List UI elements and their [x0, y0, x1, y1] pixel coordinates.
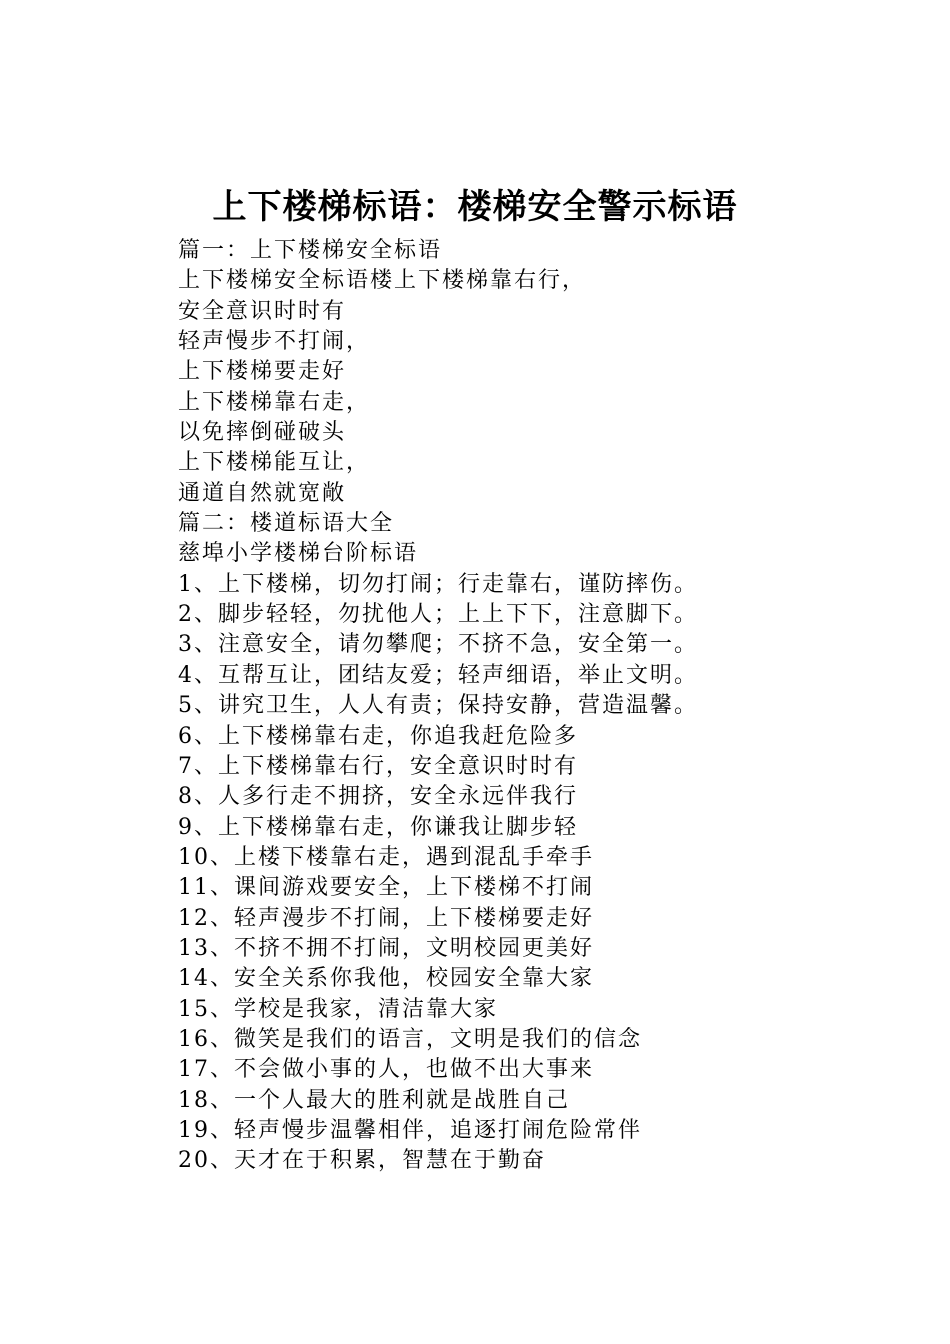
slogan-item: 18、一个人最大的胜利就是战胜自己 [178, 1087, 570, 1113]
slogan-item: 10、上楼下楼靠右走，遇到混乱手牵手 [178, 844, 594, 870]
slogan-item: 14、安全关系你我他，校园安全靠大家 [178, 966, 594, 992]
slogan-item: 16、微笑是我们的语言，文明是我们的信念 [178, 1026, 642, 1052]
subheading: 慈埠小学楼梯台阶标语 [178, 541, 419, 567]
slogan-item: 6、上下楼梯靠右走，你追我赶危险多 [178, 723, 578, 749]
section-heading-1: 篇一：上下楼梯安全标语 [178, 238, 443, 263]
slogan-item: 2、脚步轻轻，勿扰他人；上上下下，注意脚下。 [178, 602, 698, 628]
text-line: 上下楼梯靠右走， [178, 389, 371, 415]
text-line: 上下楼梯能互让， [178, 450, 371, 476]
text-line: 安全意识时时有 [178, 298, 347, 324]
section-heading-2: 篇二：楼道标语大全 [178, 511, 395, 537]
slogan-item: 11、课间游戏要安全，上下楼梯不打闹 [178, 875, 594, 901]
slogan-item: 12、轻声漫步不打闹，上下楼梯要走好 [178, 905, 594, 931]
slogan-item: 5、讲究卫生，人人有责；保持安静，营造温馨。 [178, 693, 698, 719]
slogan-item: 17、不会做小事的人，也做不出大事来 [178, 1057, 594, 1083]
slogan-item: 15、学校是我家，清洁靠大家 [178, 996, 498, 1022]
slogan-item: 3、注意安全，请勿攀爬；不挤不急，安全第一。 [178, 632, 698, 658]
text-line: 通道自然就宽敞 [178, 480, 347, 506]
document-body [178, 236, 938, 1177]
slogan-item: 1、上下楼梯，切勿打闹；行走靠右，谨防摔伤。 [178, 571, 698, 597]
slogan-item: 7、上下楼梯靠右行，安全意识时时有 [178, 753, 578, 779]
text-line: 轻声慢步不打闹， [178, 329, 371, 355]
text-line: 以免摔倒碰破头 [178, 420, 347, 446]
slogan-item: 19、轻声慢步温馨相伴，追逐打闹危险常伴 [178, 1117, 642, 1143]
text-line: 上下楼梯安全标语楼上下楼梯靠右行， [178, 268, 587, 294]
slogan-item: 20、天才在于积累，智慧在于勤奋 [178, 1148, 546, 1174]
slogan-item: 4、互帮互让，团结友爱；轻声细语，举止文明。 [178, 662, 698, 688]
document-title: 上下楼梯标语：楼梯安全警示标语 [212, 187, 738, 227]
slogan-item: 13、不挤不拥不打闹，文明校园更美好 [178, 935, 594, 961]
text-line: 上下楼梯要走好 [178, 359, 347, 385]
slogan-item: 9、上下楼梯靠右走，你谦我让脚步轻 [178, 814, 578, 840]
slogan-item: 8、人多行走不拥挤，安全永远伴我行 [178, 784, 578, 810]
